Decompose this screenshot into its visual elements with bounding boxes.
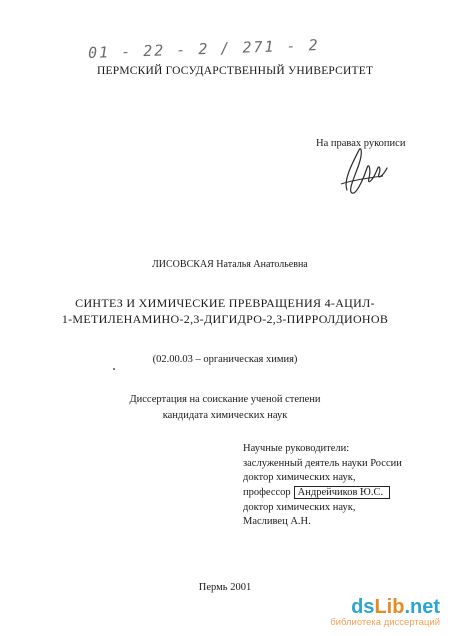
supervisor-name-boxed: Андрейчиков Ю.С. <box>294 486 390 499</box>
handwritten-stamp-number: 01 - 22 - 2 / 271 - 2 <box>87 35 320 63</box>
watermark-logo-part: ds <box>351 596 375 618</box>
supervisor-line: Масливец А.Н. <box>243 516 311 527</box>
supervisor-line: доктор химических наук, <box>243 502 356 513</box>
supervisors-heading: Научные руководители: <box>243 443 350 454</box>
dissertation-degree-line: кандидата химических наук <box>162 410 288 421</box>
specialty-code: (02.00.03 – органическая химия) <box>152 354 298 365</box>
watermark-subtitle: библиотека диссертаций <box>330 617 440 628</box>
supervisor-title: профессор <box>243 487 291 498</box>
dslib-watermark <box>330 596 440 628</box>
watermark-logo-part: .net <box>404 596 440 618</box>
supervisor-line <box>243 486 390 499</box>
supervisor-line: заслуженный деятель науки России <box>243 458 402 469</box>
watermark-logo <box>330 596 440 619</box>
watermark-logo-part: Lib <box>374 596 405 618</box>
author-name: ЛИСОВСКАЯ Наталья Анатольевна <box>152 259 308 270</box>
dissertation-title-line: СИНТЕЗ И ХИМИЧЕСКИЕ ПРЕВРАЩЕНИЯ 4-АЦИЛ- <box>75 296 375 310</box>
dissertation-title-line: 1-МЕТИЛЕНАМИНО-2,3-ДИГИДРО-2,3-ПИРРОЛДИОНОВ <box>61 312 389 326</box>
dissertation-degree-line: Диссертация на соискание ученой степени <box>129 394 321 405</box>
handwritten-signature <box>333 140 391 202</box>
university-name: ПЕРМСКИЙ ГОСУДАРСТВЕННЫЙ УНИВЕРСИТЕТ <box>97 65 374 77</box>
city-year: Пермь 2001 <box>198 582 252 593</box>
stray-dot <box>113 368 115 370</box>
rights-note: На правах рукописи <box>316 138 406 149</box>
supervisor-line: доктор химических наук, <box>243 472 356 483</box>
